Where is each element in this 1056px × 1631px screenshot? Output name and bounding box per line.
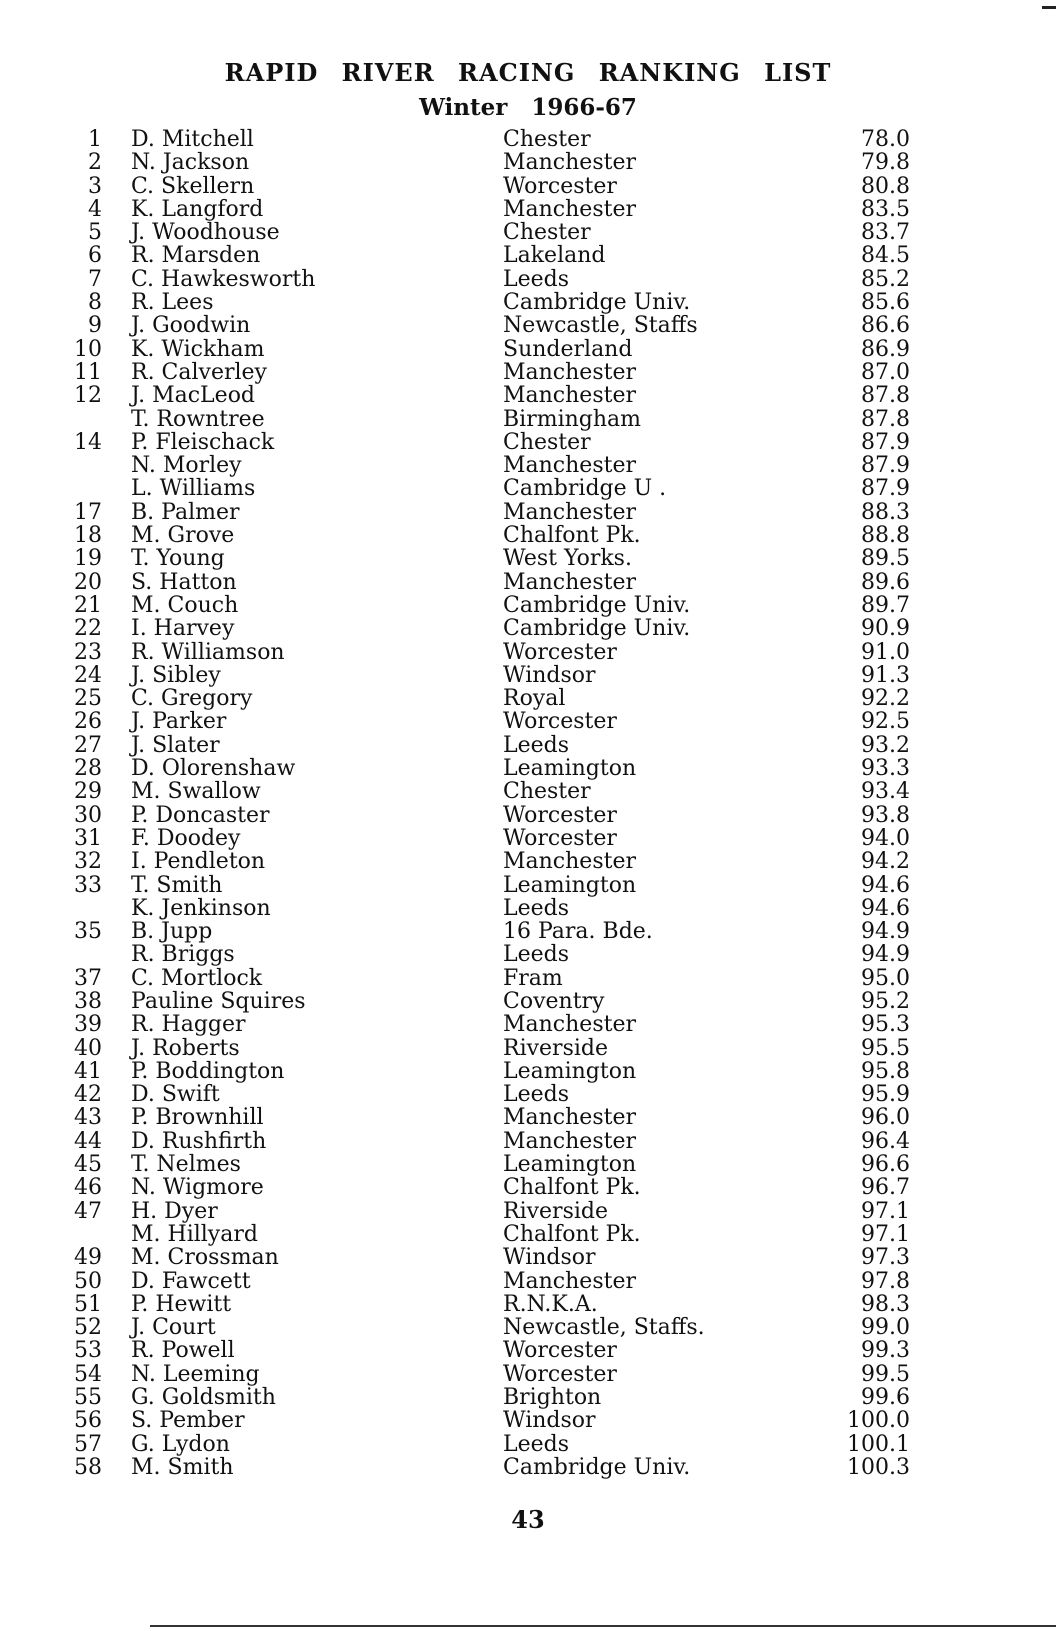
name-cell: T. Young [131,546,225,572]
score-cell: 87.9 [861,429,910,455]
name-cell: D. Swift [131,1082,220,1108]
score-cell: 95.9 [861,1082,910,1108]
club-cell: R.N.K.A. [503,1291,598,1317]
rank-cell: 21 [74,592,102,618]
table-row [0,850,1056,873]
name-cell: G. Goldsmith [131,1385,276,1411]
page-number: 43 [511,1505,545,1534]
table-row [0,920,1056,943]
name-cell: K. Wickham [131,336,265,362]
club-cell: Leeds [503,895,570,921]
rank-cell: 14 [74,429,102,455]
rank-cell: 7 [88,266,102,292]
table-row [0,1176,1056,1199]
rank-cell: 6 [88,243,102,269]
score-cell: 96.7 [861,1175,910,1201]
club-cell: Manchester [503,1268,636,1294]
score-cell: 99.5 [861,1361,910,1387]
score-cell: 97.8 [861,1268,910,1294]
list-title: RAPID RIVER RACING RANKING LIST [224,58,832,87]
rank-cell: 54 [74,1361,102,1387]
table-row [0,641,1056,664]
rank-cell: 46 [74,1175,102,1201]
name-cell: G. Lydon [131,1431,230,1457]
rank-cell: 4 [88,196,102,222]
score-cell: 94.6 [861,895,910,921]
score-cell: 94.9 [861,919,910,945]
table-row [0,151,1056,174]
name-cell: T. Rowntree [131,406,265,432]
name-cell: M. Hillyard [131,1221,258,1247]
club-cell: Riverside [503,1198,608,1224]
club-cell: Leamington [503,1152,637,1178]
score-cell: 97.1 [861,1221,910,1247]
club-cell: Fram [503,965,563,991]
table-row [0,1270,1056,1293]
rank-cell: 39 [74,1012,102,1038]
club-cell: Newcastle, Staffs. [503,1315,705,1341]
table-row [0,501,1056,524]
rank-cell: 53 [74,1338,102,1364]
rank-cell: 18 [74,523,102,549]
score-cell: 83.7 [861,220,910,246]
score-cell: 95.3 [861,1012,910,1038]
club-cell: Manchester [503,849,636,875]
club-cell: Lakeland [503,243,606,269]
name-cell: N. Wigmore [131,1175,264,1201]
table-row [0,734,1056,757]
rank-cell: 30 [74,802,102,828]
score-cell: 96.4 [861,1128,910,1154]
table-row [0,314,1056,337]
rank-cell: 40 [74,1035,102,1061]
score-cell: 78.0 [861,127,910,152]
score-cell: 94.6 [861,872,910,898]
club-cell: West Yorks. [503,546,632,572]
table-row [0,431,1056,454]
rank-cell: 58 [74,1454,102,1480]
score-cell: 89.7 [861,592,910,618]
score-cell: 86.9 [861,336,910,362]
score-cell: 95.2 [861,988,910,1014]
score-cell: 80.8 [861,173,910,199]
table-row [0,1409,1056,1432]
name-cell: P. Fleischack [131,429,275,455]
score-cell: 87.9 [861,453,910,479]
table-row [0,1339,1056,1362]
table-row [0,477,1056,500]
club-cell: Chalfont Pk. [503,1221,641,1247]
name-cell: S. Pember [131,1408,245,1434]
name-cell: N. Jackson [131,150,250,176]
ranking-list [0,128,1056,1479]
score-cell: 91.3 [861,662,910,688]
score-cell: 99.0 [861,1315,910,1341]
score-cell: 92.5 [861,709,910,735]
club-cell: Worcester [503,709,617,735]
score-cell: 83.5 [861,196,910,222]
score-cell: 92.2 [861,686,910,712]
club-cell: Worcester [503,802,617,828]
club-cell: Leeds [503,1082,570,1108]
table-row [0,943,1056,966]
table-row [0,1223,1056,1246]
rank-cell: 12 [74,383,102,409]
table-row [0,338,1056,361]
name-cell: S. Hatton [131,569,237,595]
score-cell: 99.6 [861,1385,910,1411]
rank-cell: 24 [74,662,102,688]
name-cell: P. Boddington [131,1058,285,1084]
club-cell: Manchester [503,196,636,222]
table-row [0,1130,1056,1153]
score-cell: 94.2 [861,849,910,875]
club-cell: Royal [503,686,566,712]
table-row [0,897,1056,920]
score-cell: 87.9 [861,476,910,502]
score-cell: 100.0 [847,1408,910,1434]
club-cell: Birmingham [503,406,642,432]
name-cell: T. Nelmes [131,1152,241,1178]
name-cell: J. Roberts [131,1035,240,1061]
club-cell: Worcester [503,1338,617,1364]
rank-cell: 5 [88,220,102,246]
club-cell: Worcester [503,173,617,199]
score-cell: 95.5 [861,1035,910,1061]
score-cell: 96.0 [861,1105,910,1131]
club-cell: Leeds [503,732,570,758]
name-cell: H. Dyer [131,1198,218,1224]
club-cell: Chester [503,220,591,246]
rank-cell: 42 [74,1082,102,1108]
table-row [0,780,1056,803]
club-cell: Manchester [503,1128,636,1154]
club-cell: Windsor [503,1245,596,1271]
rank-cell: 17 [74,499,102,525]
club-cell: Cambridge Univ. [503,1454,691,1480]
club-cell: Cambridge Univ. [503,616,691,642]
table-row [0,1153,1056,1176]
table-row [0,128,1056,151]
club-cell: Worcester [503,639,617,665]
rank-cell: 3 [88,173,102,199]
table-row [0,594,1056,617]
table-row [0,221,1056,244]
club-cell: Leamington [503,1058,637,1084]
name-cell: D. Mitchell [131,127,254,152]
club-cell: Cambridge Univ. [503,592,691,618]
club-cell: Manchester [503,1012,636,1038]
name-cell: N. Leeming [131,1361,260,1387]
club-cell: 16 Para. Bde. [503,919,653,945]
table-row [0,291,1056,314]
table-row [0,384,1056,407]
table-row [0,268,1056,291]
club-cell: Leeds [503,942,570,968]
club-cell: Cambridge Univ. [503,290,691,316]
score-cell: 93.4 [861,779,910,805]
name-cell: M. Crossman [131,1245,279,1271]
rank-cell: 44 [74,1128,102,1154]
name-cell: N. Morley [131,453,242,479]
table-row [0,1246,1056,1269]
score-cell: 96.6 [861,1152,910,1178]
club-cell: Manchester [503,383,636,409]
table-row [0,361,1056,384]
name-cell: R. Briggs [131,942,235,968]
club-cell: Windsor [503,1408,596,1434]
rank-cell: 57 [74,1431,102,1457]
name-cell: M. Smith [131,1454,234,1480]
rank-cell: 33 [74,872,102,898]
club-cell: Worcester [503,825,617,851]
table-row [0,757,1056,780]
score-cell: 79.8 [861,150,910,176]
name-cell: J. Sibley [131,662,221,688]
table-row [0,524,1056,547]
rank-cell: 35 [74,919,102,945]
name-cell: C. Gregory [131,686,253,712]
score-cell: 87.8 [861,406,910,432]
name-cell: D. Fawcett [131,1268,251,1294]
score-cell: 100.1 [847,1431,910,1457]
table-row [0,1083,1056,1106]
rank-cell: 45 [74,1152,102,1178]
name-cell: R. Hagger [131,1012,246,1038]
name-cell: J. Slater [131,732,220,758]
score-cell: 94.9 [861,942,910,968]
table-row [0,1037,1056,1060]
name-cell: T. Smith [131,872,223,898]
rank-cell: 37 [74,965,102,991]
table-row [0,1106,1056,1129]
table-row [0,1316,1056,1339]
rank-cell: 9 [88,313,102,339]
name-cell: F. Doodey [131,825,241,851]
name-cell: K. Langford [131,196,264,222]
score-cell: 100.3 [847,1454,910,1480]
name-cell: B. Palmer [131,499,240,525]
rank-cell: 56 [74,1408,102,1434]
rank-cell: 52 [74,1315,102,1341]
name-cell: K. Jenkinson [131,895,271,921]
table-row [0,617,1056,640]
table-row [0,1456,1056,1479]
name-cell: P. Hewitt [131,1291,232,1317]
club-cell: Manchester [503,1105,636,1131]
club-cell: Windsor [503,662,596,688]
name-cell: J. Goodwin [131,313,251,339]
club-cell: Chalfont Pk. [503,523,641,549]
name-cell: P. Doncaster [131,802,270,828]
score-cell: 95.8 [861,1058,910,1084]
table-row [0,175,1056,198]
table-row [0,1293,1056,1316]
club-cell: Chester [503,127,591,152]
table-row [0,198,1056,221]
table-row [0,1386,1056,1409]
score-cell: 86.6 [861,313,910,339]
name-cell: P. Brownhill [131,1105,264,1131]
bottom-rule [150,1625,1056,1627]
club-cell: Worcester [503,1361,617,1387]
name-cell: M. Swallow [131,779,261,805]
rank-cell: 22 [74,616,102,642]
name-cell: D. Olorenshaw [131,756,296,782]
name-cell: Pauline Squires [131,988,306,1014]
rank-cell: 25 [74,686,102,712]
club-cell: Riverside [503,1035,608,1061]
name-cell: R. Lees [131,290,214,316]
club-cell: Leeds [503,1431,570,1457]
score-cell: 98.3 [861,1291,910,1317]
score-cell: 88.8 [861,523,910,549]
table-row [0,827,1056,850]
name-cell: C. Mortlock [131,965,263,991]
club-cell: Newcastle, Staffs [503,313,698,339]
table-row [0,710,1056,733]
rank-cell: 55 [74,1385,102,1411]
name-cell: R. Calverley [131,359,267,385]
table-row [0,1433,1056,1456]
name-cell: M. Couch [131,592,239,618]
name-cell: B. Jupp [131,919,213,945]
rank-cell: 2 [88,150,102,176]
club-cell: Manchester [503,499,636,525]
club-cell: Manchester [503,150,636,176]
table-row [0,1013,1056,1036]
table-row [0,1363,1056,1386]
score-cell: 89.5 [861,546,910,572]
club-cell: Manchester [503,453,636,479]
rank-cell: 10 [74,336,102,362]
name-cell: R. Powell [131,1338,235,1364]
club-cell: Cambridge U . [503,476,667,502]
score-cell: 88.3 [861,499,910,525]
rank-cell: 26 [74,709,102,735]
rank-cell: 31 [74,825,102,851]
name-cell: M. Grove [131,523,235,549]
club-cell: Manchester [503,359,636,385]
score-cell: 85.2 [861,266,910,292]
club-cell: Chester [503,779,591,805]
table-row [0,804,1056,827]
rank-cell: 43 [74,1105,102,1131]
name-cell: J. Woodhouse [131,220,280,246]
club-cell: Coventry [503,988,605,1014]
club-cell: Leamington [503,872,637,898]
rank-cell: 49 [74,1245,102,1271]
table-row [0,1200,1056,1223]
name-cell: I. Harvey [131,616,235,642]
score-cell: 87.0 [861,359,910,385]
name-cell: J. Court [131,1315,216,1341]
score-cell: 95.0 [861,965,910,991]
rank-cell: 11 [74,359,102,385]
list-subtitle: Winter 1966-67 [419,94,637,121]
rank-cell: 38 [74,988,102,1014]
club-cell: Leeds [503,266,570,292]
score-cell: 97.1 [861,1198,910,1224]
table-row [0,990,1056,1013]
rank-cell: 50 [74,1268,102,1294]
rank-cell: 29 [74,779,102,805]
club-cell: Brighton [503,1385,602,1411]
table-row [0,408,1056,431]
score-cell: 93.3 [861,756,910,782]
name-cell: D. Rushfirth [131,1128,267,1154]
table-row [0,1060,1056,1083]
club-cell: Leamington [503,756,637,782]
score-cell: 99.3 [861,1338,910,1364]
rank-cell: 41 [74,1058,102,1084]
table-row [0,874,1056,897]
score-cell: 87.8 [861,383,910,409]
score-cell: 94.0 [861,825,910,851]
table-row [0,547,1056,570]
name-cell: J. MacLeod [131,383,256,409]
name-cell: R. Marsden [131,243,261,269]
table-row [0,454,1056,477]
club-cell: Chalfont Pk. [503,1175,641,1201]
rank-cell: 27 [74,732,102,758]
name-cell: I. Pendleton [131,849,266,875]
club-cell: Chester [503,429,591,455]
rank-cell: 1 [88,127,102,152]
name-cell: C. Hawkesworth [131,266,316,292]
rank-cell: 51 [74,1291,102,1317]
table-row [0,967,1056,990]
name-cell: J. Parker [131,709,227,735]
score-cell: 85.6 [861,290,910,316]
edge-mark [1042,6,1056,9]
rank-cell: 8 [88,290,102,316]
rank-cell: 19 [74,546,102,572]
club-cell: Sunderland [503,336,633,362]
score-cell: 90.9 [861,616,910,642]
name-cell: C. Skellern [131,173,255,199]
score-cell: 97.3 [861,1245,910,1271]
rank-cell: 32 [74,849,102,875]
table-row [0,244,1056,267]
name-cell: L. Williams [131,476,256,502]
rank-cell: 47 [74,1198,102,1224]
rank-cell: 28 [74,756,102,782]
score-cell: 89.6 [861,569,910,595]
score-cell: 93.8 [861,802,910,828]
rank-cell: 20 [74,569,102,595]
club-cell: Manchester [503,569,636,595]
score-cell: 93.2 [861,732,910,758]
score-cell: 84.5 [861,243,910,269]
table-row [0,687,1056,710]
score-cell: 91.0 [861,639,910,665]
table-row [0,664,1056,687]
rank-cell: 23 [74,639,102,665]
table-row [0,571,1056,594]
name-cell: R. Williamson [131,639,285,665]
